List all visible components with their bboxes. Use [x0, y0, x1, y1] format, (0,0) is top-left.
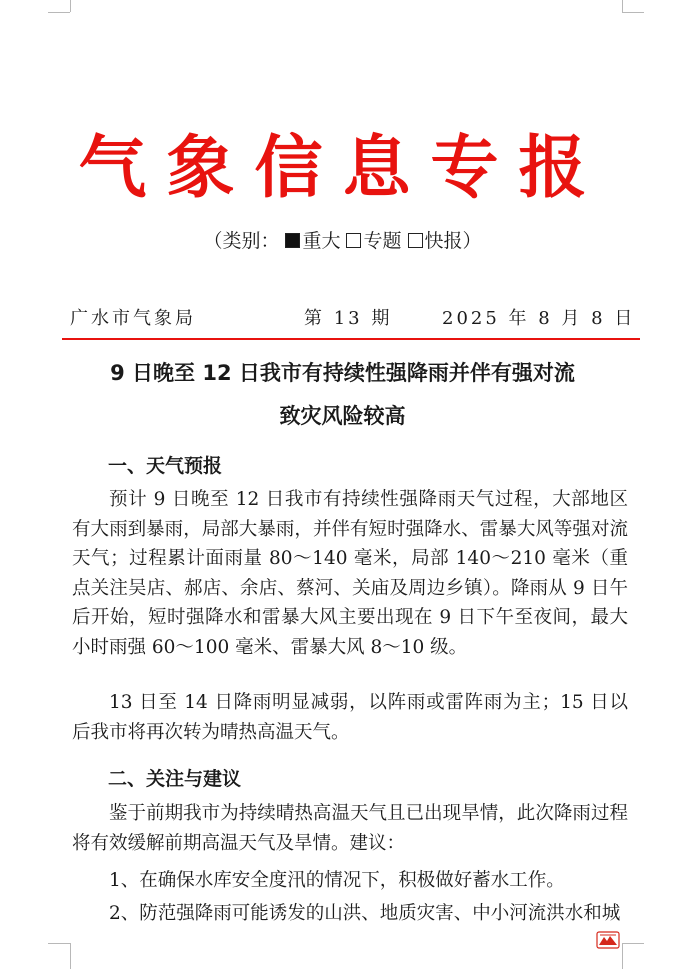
seal-icon — [596, 931, 620, 949]
crop-mark-bottom-left-v — [70, 943, 71, 969]
headline-line-2: 致灾风险较高 — [279, 404, 406, 428]
paragraph-advice: 鉴于前期我市为持续晴热高温天气且已出现旱情，此次降雨过程将有效缓解前期高温天气及旱情。建议： — [72, 803, 628, 854]
crop-mark-top-right-h — [622, 12, 644, 13]
list-item: 1、在确保水库安全度汛的情况下，积极做好蓄水工作。 — [109, 870, 565, 891]
issue-number: 第 13 期 — [304, 308, 393, 329]
crop-mark-bottom-right-h — [622, 943, 644, 944]
section-title-forecast: 一、天气预报 — [108, 455, 223, 477]
section-title-advice: 二、关注与建议 — [108, 768, 242, 790]
masthead-title: 气象信息专报 — [78, 128, 607, 208]
crop-mark-top-left-v — [70, 0, 71, 12]
checkbox-empty-icon — [346, 233, 361, 248]
crop-mark-bottom-left-h — [48, 943, 70, 944]
crop-mark-bottom-right-v — [622, 943, 623, 969]
checkbox-checked-icon — [285, 233, 300, 248]
checkbox-empty-icon — [408, 233, 423, 248]
crop-mark-top-left-h — [48, 12, 70, 13]
issue-date: 2025 年 8 月 8 日 — [442, 308, 636, 329]
paragraph-outlook: 13 日至 14 日降雨明显减弱，以阵雨或雷阵雨为主；15 日以后我市将再次转为晴热高温天气。 — [72, 692, 628, 743]
category-close: ） — [462, 230, 482, 252]
headline — [60, 352, 625, 438]
category-major: 重大 — [302, 230, 341, 252]
header-divider — [62, 338, 640, 340]
category-line — [0, 228, 685, 254]
issuer: 广水市气象局 — [70, 308, 196, 329]
category-special: 专题 — [363, 230, 402, 252]
list-item: 2、防范强降雨可能诱发的山洪、地质灾害、中小河流洪水和城 — [109, 903, 621, 924]
category-open: （类别： — [203, 230, 280, 252]
category-flash: 快报 — [424, 230, 463, 252]
paragraph-forecast: 预计 9 日晚至 12 日我市有持续性强降雨天气过程，大部地区有大雨到暴雨，局部大暴雨，并伴有短时强降水、雷暴大风等强对流天气；过程累计面雨量 80～140 毫米，局部 140～210 毫米（重点关注吴店、郝店、余店、蔡河、关庙及周边乡镇）。降雨从 9 日午后开始，短时强降水和雷暴大风主要出现在 9 日下午至夜间，最大小时雨强 60～100 毫米、雷暴大风 8～10 级。 — [72, 489, 628, 658]
crop-mark-top-right-v — [622, 0, 623, 12]
headline-line-1: 9 日晚至 12 日我市有持续性强降雨并伴有强对流 — [110, 361, 575, 385]
